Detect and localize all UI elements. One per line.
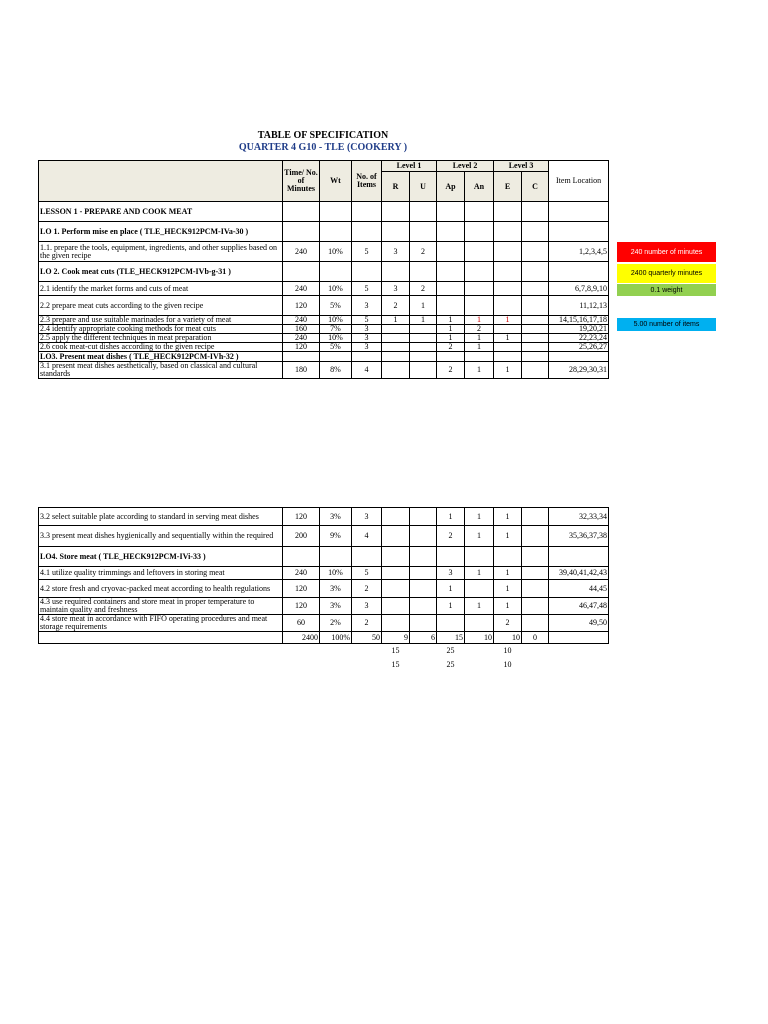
cell-e: 1 (494, 567, 522, 580)
section-row (39, 202, 609, 222)
cell-e (494, 296, 522, 316)
total-items: 50 (352, 632, 382, 644)
summary-cell (39, 644, 283, 658)
cell-time: 120 (283, 343, 320, 352)
cell-c (522, 343, 549, 352)
summary-cell (410, 658, 437, 672)
cell-wt: 9% (320, 526, 352, 547)
cell-an: 1 (465, 334, 494, 343)
empty-cell (283, 547, 320, 567)
empty-cell (283, 262, 320, 282)
cell-c (522, 508, 549, 526)
cell-c (522, 567, 549, 580)
cell-loc: 28,29,30,31 (549, 362, 609, 379)
table-row (39, 598, 609, 615)
header-u: U (410, 172, 437, 202)
table-row (39, 362, 609, 379)
cell-u: 2 (410, 242, 437, 262)
header-an: An (465, 172, 494, 202)
empty-cell (320, 547, 352, 567)
empty-cell (320, 202, 352, 222)
table-row (39, 580, 609, 598)
cell-an: 1 (465, 343, 494, 352)
section-title: LO 2. Cook meat cuts (TLE_HECK912PCM-IVb-g-31 ) (39, 262, 283, 282)
legend-item: 2400 quarterly minutes (617, 264, 716, 283)
cell-loc: 14,15,16,17,18 (549, 316, 609, 325)
cell-e (494, 325, 522, 334)
cell-r (382, 580, 410, 598)
empty-cell (437, 352, 465, 362)
cell-loc: 19,20,21 (549, 325, 609, 334)
table-subtitle: QUARTER 4 G10 - TLE (COOKERY ) (238, 142, 408, 153)
cell-items: 3 (352, 343, 382, 352)
competency-text: 4.2 store fresh and cryovac-packed meat according to health regulations (39, 580, 283, 598)
table-row (39, 296, 609, 316)
cell-items: 4 (352, 362, 382, 379)
section-title: LO4. Store meat ( TLE_HECK912PCM-IVi-33 ) (39, 547, 283, 567)
cell-u (410, 580, 437, 598)
cell-wt: 3% (320, 598, 352, 615)
cell-time: 120 (283, 580, 320, 598)
cell-c (522, 362, 549, 379)
cell-r (382, 615, 410, 632)
summary-cell (320, 658, 352, 672)
cell-time: 240 (283, 334, 320, 343)
competency-text: 4.4 store meat in accordance with FIFO operating procedures and meat storage requirements (39, 615, 283, 632)
summary-cell (465, 644, 494, 658)
cell-ap: 1 (437, 580, 465, 598)
cell-ap (437, 615, 465, 632)
cell-items: 2 (352, 580, 382, 598)
total-u: 6 (410, 632, 437, 644)
empty-cell (382, 352, 410, 362)
cell-r (382, 508, 410, 526)
empty-cell (410, 202, 437, 222)
competency-text: 1.1. prepare the tools, equipment, ingredients, and other supplies based on the given recipe (39, 242, 283, 262)
summary-row (39, 644, 609, 658)
cell-c (522, 526, 549, 547)
cell-items: 3 (352, 296, 382, 316)
header-level2: Level 2 (437, 161, 494, 172)
empty-cell (549, 202, 609, 222)
table-row (39, 282, 609, 296)
total-an: 10 (465, 632, 494, 644)
empty-cell (410, 262, 437, 282)
table-row (39, 615, 609, 632)
summary-cell (283, 658, 320, 672)
cell-ap: 3 (437, 567, 465, 580)
competency-text: 2.1 identify the market forms and cuts of meat (39, 282, 283, 296)
cell-an: 2 (465, 325, 494, 334)
empty-cell (494, 262, 522, 282)
header-weight: Wt (320, 161, 352, 202)
cell-loc: 11,12,13 (549, 296, 609, 316)
cell-items: 5 (352, 316, 382, 325)
cell-r: 1 (382, 316, 410, 325)
cell-ap: 1 (437, 334, 465, 343)
empty-cell (283, 202, 320, 222)
cell-c (522, 325, 549, 334)
cell-c (522, 242, 549, 262)
specification-table-top (38, 160, 609, 379)
cell-time: 120 (283, 598, 320, 615)
table-row (39, 526, 609, 547)
cell-u (410, 526, 437, 547)
total-r: 9 (382, 632, 410, 644)
cell-r (382, 343, 410, 352)
empty-cell (352, 352, 382, 362)
header-ap: Ap (437, 172, 465, 202)
section-row (39, 547, 609, 567)
cell-an (465, 580, 494, 598)
empty-cell (410, 547, 437, 567)
empty-cell (352, 202, 382, 222)
cell-ap (437, 282, 465, 296)
cell-u (410, 615, 437, 632)
empty-cell (465, 222, 494, 242)
cell-loc: 49,50 (549, 615, 609, 632)
table-row (39, 325, 609, 334)
summary-cell: 10 (503, 659, 512, 669)
empty-cell (352, 222, 382, 242)
cell-items: 2 (352, 615, 382, 632)
cell-items: 5 (352, 567, 382, 580)
cell-u (410, 362, 437, 379)
competency-text: 3.2 select suitable plate according to standard in serving meat dishes (39, 508, 283, 526)
empty-cell (320, 222, 352, 242)
cell-c (522, 580, 549, 598)
competency-text: 2.5 apply the different techniques in meat preparation (39, 334, 283, 343)
summary-cell: 25 (446, 645, 455, 655)
cell-an: 1 (465, 598, 494, 615)
cell-e: 1 (494, 526, 522, 547)
cell-items: 3 (352, 508, 382, 526)
cell-wt: 10% (320, 316, 352, 325)
cell-u (410, 334, 437, 343)
cell-u: 1 (410, 296, 437, 316)
header-time: Time/ No. of Minutes (283, 161, 320, 202)
summary-cell (410, 644, 437, 658)
cell-loc: 32,33,34 (549, 508, 609, 526)
cell-ap: 2 (437, 526, 465, 547)
total-wt: 100% (320, 632, 352, 644)
summary-cell: 25 (446, 659, 455, 669)
summary-cell (283, 644, 320, 658)
empty-cell (522, 547, 549, 567)
header-item-location: Item Location (549, 161, 609, 202)
cell-wt: 10% (320, 282, 352, 296)
empty-cell (437, 202, 465, 222)
cell-ap (437, 242, 465, 262)
table-row (39, 567, 609, 580)
competency-text: 2.2 prepare meat cuts according to the given recipe (39, 296, 283, 316)
empty-cell (352, 547, 382, 567)
section-title: LO 1. Perform mise en place ( TLE_HECK912PCM-IVa-30 ) (39, 222, 283, 242)
header-level1: Level 1 (382, 161, 437, 172)
table-row (39, 508, 609, 526)
cell-wt: 5% (320, 296, 352, 316)
summary-cell: 15 (391, 659, 400, 669)
cell-items: 5 (352, 242, 382, 262)
cell-u: 2 (410, 282, 437, 296)
cell-e: 1 (494, 316, 522, 325)
cell-wt: 5% (320, 343, 352, 352)
cell-loc: 39,40,41,42,43 (549, 567, 609, 580)
cell-wt: 3% (320, 580, 352, 598)
empty-cell (465, 547, 494, 567)
cell-time: 180 (283, 362, 320, 379)
cell-wt: 2% (320, 615, 352, 632)
cell-e (494, 242, 522, 262)
summary-cell (465, 658, 494, 672)
empty-cell (522, 262, 549, 282)
cell-an (465, 282, 494, 296)
empty-cell (465, 262, 494, 282)
cell-time: 120 (283, 508, 320, 526)
cell-c (522, 296, 549, 316)
section-row (39, 262, 609, 282)
cell-items: 3 (352, 334, 382, 343)
empty-cell (437, 262, 465, 282)
empty-cell (522, 202, 549, 222)
cell-loc: 25,26,27 (549, 343, 609, 352)
competency-text: 2.6 cook meat-cut dishes according to the given recipe (39, 343, 283, 352)
empty-cell (494, 352, 522, 362)
table-title: TABLE OF SPECIFICATION (257, 130, 389, 141)
header-e: E (494, 172, 522, 202)
summary-cell (320, 644, 352, 658)
table-row (39, 334, 609, 343)
cell-u (410, 598, 437, 615)
cell-an: 1 (465, 567, 494, 580)
cell-e: 1 (494, 508, 522, 526)
empty-cell (549, 547, 609, 567)
summary-cell (522, 644, 549, 658)
cell-time: 160 (283, 325, 320, 334)
cell-loc: 6,7,8,9,10 (549, 282, 609, 296)
cell-loc: 1,2,3,4,5 (549, 242, 609, 262)
legend-item: 5.00 number of items (617, 318, 716, 331)
cell-loc: 44,45 (549, 580, 609, 598)
cell-wt: 8% (320, 362, 352, 379)
header-c: C (522, 172, 549, 202)
cell-e (494, 282, 522, 296)
cell-an: 1 (465, 316, 494, 325)
cell-c (522, 282, 549, 296)
cell-u (410, 343, 437, 352)
empty-cell (437, 547, 465, 567)
empty-cell (352, 262, 382, 282)
section-title: LESSON 1 - PREPARE AND COOK MEAT (39, 202, 283, 222)
empty-cell (382, 202, 410, 222)
cell-loc: 22,23,24 (549, 334, 609, 343)
table-row (39, 242, 609, 262)
cell-items: 3 (352, 325, 382, 334)
summary-cell (39, 658, 283, 672)
specification-table-bottom (38, 507, 609, 672)
header-items: No. of Items (352, 161, 382, 202)
competency-text: 4.3 use required containers and store meat in proper temperature to maintain quality and freshness (39, 598, 283, 615)
summary-cell (549, 658, 609, 672)
cell-r (382, 334, 410, 343)
total-e: 10 (494, 632, 522, 644)
cell-an: 1 (465, 526, 494, 547)
empty-cell (549, 352, 609, 362)
cell-items: 3 (352, 598, 382, 615)
header-level3: Level 3 (494, 161, 549, 172)
cell-r (382, 598, 410, 615)
cell-u (410, 508, 437, 526)
summary-cell: 10 (503, 645, 512, 655)
cell-r: 3 (382, 242, 410, 262)
cell-wt: 7% (320, 325, 352, 334)
cell-e: 2 (494, 615, 522, 632)
cell-ap: 1 (437, 325, 465, 334)
table-row (39, 343, 609, 352)
cell-ap: 1 (437, 598, 465, 615)
totals-label (39, 632, 283, 644)
cell-ap: 2 (437, 362, 465, 379)
cell-e: 1 (494, 598, 522, 615)
competency-text: 3.1 present meat dishes aesthetically, based on classical and cultural standards (39, 362, 283, 379)
competency-text: 2.4 identify appropriate cooking methods for meat cuts (39, 325, 283, 334)
total-c: 0 (522, 632, 549, 644)
cell-an (465, 242, 494, 262)
cell-e (494, 343, 522, 352)
total-location (549, 632, 609, 644)
cell-items: 5 (352, 282, 382, 296)
header-r: R (382, 172, 410, 202)
cell-u (410, 567, 437, 580)
cell-loc: 46,47,48 (549, 598, 609, 615)
empty-cell (494, 202, 522, 222)
cell-an (465, 615, 494, 632)
cell-time: 60 (283, 615, 320, 632)
empty-cell (283, 222, 320, 242)
cell-time: 200 (283, 526, 320, 547)
cell-ap (437, 296, 465, 316)
empty-cell (549, 262, 609, 282)
cell-wt: 10% (320, 242, 352, 262)
empty-cell (465, 352, 494, 362)
cell-time: 240 (283, 282, 320, 296)
total-time: 2400 (283, 632, 320, 644)
table-row (39, 316, 609, 325)
cell-e: 1 (494, 580, 522, 598)
cell-ap: 1 (437, 508, 465, 526)
competency-text: 3.3 present meat dishes hygienically and sequentially within the required (39, 526, 283, 547)
competency-text: 2.3 prepare and use suitable marinades for a variety of meat (39, 316, 283, 325)
empty-cell (410, 352, 437, 362)
cell-items: 4 (352, 526, 382, 547)
cell-loc: 35,36,37,38 (549, 526, 609, 547)
cell-e: 1 (494, 362, 522, 379)
summary-cell (549, 644, 609, 658)
cell-r (382, 362, 410, 379)
cell-wt: 10% (320, 334, 352, 343)
empty-cell (494, 222, 522, 242)
cell-r: 2 (382, 296, 410, 316)
empty-cell (437, 222, 465, 242)
cell-an (465, 296, 494, 316)
cell-c (522, 316, 549, 325)
cell-r: 3 (382, 282, 410, 296)
empty-cell (382, 262, 410, 282)
header-competency (39, 161, 283, 202)
cell-time: 240 (283, 242, 320, 262)
empty-cell (382, 547, 410, 567)
cell-c (522, 615, 549, 632)
cell-u (410, 325, 437, 334)
cell-time: 120 (283, 296, 320, 316)
cell-ap: 2 (437, 343, 465, 352)
competency-text: 4.1 utilize quality trimmings and leftovers in storing meat (39, 567, 283, 580)
cell-an: 1 (465, 362, 494, 379)
cell-wt: 10% (320, 567, 352, 580)
cell-ap: 1 (437, 316, 465, 325)
cell-e: 1 (494, 334, 522, 343)
cell-r (382, 325, 410, 334)
cell-time: 240 (283, 567, 320, 580)
section-row (39, 352, 609, 362)
cell-c (522, 598, 549, 615)
empty-cell (382, 222, 410, 242)
summary-cell: 15 (391, 645, 400, 655)
empty-cell (522, 222, 549, 242)
cell-r (382, 526, 410, 547)
empty-cell (320, 262, 352, 282)
empty-cell (549, 222, 609, 242)
total-ap: 15 (437, 632, 465, 644)
totals-row (39, 632, 609, 644)
empty-cell (320, 352, 352, 362)
cell-r (382, 567, 410, 580)
section-row (39, 222, 609, 242)
legend-item: 0.1 weight (617, 284, 716, 296)
empty-cell (283, 352, 320, 362)
cell-c (522, 334, 549, 343)
cell-u: 1 (410, 316, 437, 325)
empty-cell (465, 202, 494, 222)
legend-item: 240 number of minutes (617, 242, 716, 262)
summary-cell (352, 644, 382, 658)
cell-wt: 3% (320, 508, 352, 526)
summary-row (39, 658, 609, 672)
section-title: LO3. Present meat dishes ( TLE_HECK912PCM-IVh-32 ) (39, 352, 283, 362)
summary-cell (522, 658, 549, 672)
empty-cell (410, 222, 437, 242)
cell-time: 240 (283, 316, 320, 325)
empty-cell (522, 352, 549, 362)
cell-an: 1 (465, 508, 494, 526)
empty-cell (494, 547, 522, 567)
summary-cell (352, 658, 382, 672)
